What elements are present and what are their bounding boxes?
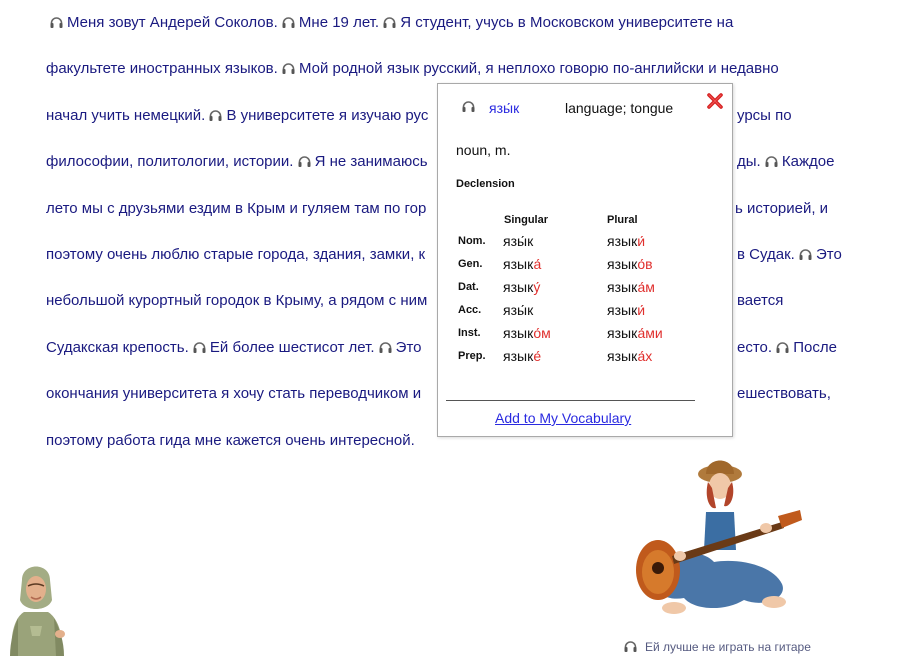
part-of-speech: noun, m. [456, 142, 511, 158]
form-ending: а́ [533, 256, 542, 272]
plural-form [607, 348, 652, 364]
form-stem: язык [607, 302, 638, 318]
caption-text[interactable]: Ей лучше не играть на гитаре [645, 640, 811, 654]
sentence[interactable]: ды. [737, 153, 761, 171]
sentence[interactable]: Это [395, 338, 422, 356]
sentence[interactable]: ешествовать, [737, 385, 831, 403]
dictionary-popup [437, 83, 733, 437]
hooded-student-image [4, 556, 68, 656]
case-label: Dat. [458, 281, 479, 293]
headphones-icon[interactable] [799, 249, 812, 260]
text-fragment [737, 232, 842, 278]
singular-form [503, 325, 551, 341]
form-ending: и́ [637, 302, 646, 318]
sentence[interactable]: Каждое [781, 153, 835, 171]
sentence[interactable]: лето мы с друзьями ездим в Крым и гуляем там по гор [46, 199, 427, 217]
popup-word[interactable]: язы́к [489, 100, 520, 116]
girl-with-guitar-image [632, 452, 804, 618]
headphones-icon[interactable] [776, 342, 789, 353]
form-stem: язык [503, 325, 534, 341]
form-stem: язык [503, 256, 534, 272]
text-fragment [737, 325, 837, 371]
plural-header: Plural [607, 214, 638, 226]
singular-form [503, 279, 540, 295]
singular-form [503, 348, 541, 364]
popup-divider [446, 400, 695, 401]
sentence[interactable]: Судакская крепость. [46, 338, 189, 356]
headphones-icon[interactable] [282, 17, 295, 28]
sentence[interactable]: Мне 19 лет. [298, 14, 380, 31]
form-stem: язы́к [503, 302, 534, 318]
add-to-vocabulary-link[interactable]: Add to My Vocabulary [495, 410, 632, 426]
sentence[interactable]: поэтому очень люблю старые города, здания, замки, к [46, 246, 426, 264]
close-icon[interactable] [706, 92, 724, 110]
sentence[interactable]: Мой родной язык русский, я неплохо говорю по-английски и недавно [298, 60, 779, 78]
plural-form [607, 325, 663, 341]
form-ending: и́ [637, 233, 646, 249]
sentence[interactable]: поэтому работа гида мне кажется очень интересной. [46, 431, 415, 449]
plural-form [607, 256, 653, 272]
declension-title: Declension [456, 178, 515, 190]
sentence[interactable]: Это [815, 246, 842, 263]
text-fragment [735, 186, 828, 232]
headphones-icon[interactable] [379, 342, 392, 353]
text-fragment [737, 371, 831, 417]
sentence[interactable]: Я не занимаюсь [314, 153, 428, 171]
text-fragment [737, 139, 834, 185]
plural-form [607, 302, 645, 318]
singular-form [503, 302, 533, 318]
plural-form [607, 233, 645, 249]
form-stem: язык [607, 233, 638, 249]
headphones-icon[interactable] [298, 156, 311, 167]
form-stem: язык [503, 279, 534, 295]
sentence[interactable]: Ей более шестисот лет. [209, 338, 375, 356]
sentence[interactable]: есто. [737, 338, 773, 356]
headphones-icon[interactable] [765, 156, 778, 167]
case-label: Gen. [458, 258, 483, 270]
sentence[interactable]: урсы по [737, 106, 792, 124]
form-ending: о́м [533, 325, 551, 341]
form-stem: язык [607, 348, 638, 364]
form-ending: а́ми [637, 325, 663, 341]
image-caption [624, 640, 811, 654]
case-label: Prep. [458, 350, 486, 362]
sentence[interactable]: факультете иностранных языков. [46, 60, 278, 78]
singular-form [503, 233, 533, 249]
plural-form [607, 279, 655, 295]
singular-form [503, 256, 541, 272]
sentence[interactable]: окончания университета я хочу стать переводчиком и [46, 385, 422, 403]
headphones-icon[interactable] [282, 63, 295, 74]
text-fragment [737, 93, 792, 139]
headphones-icon[interactable] [193, 342, 206, 353]
headphones-icon[interactable] [383, 17, 396, 28]
headphones-icon[interactable] [209, 110, 222, 121]
text-fragment [737, 278, 783, 324]
case-label: Inst. [458, 327, 481, 339]
text-line [46, 0, 846, 46]
form-stem: язык [607, 279, 638, 295]
sentence[interactable]: небольшой курортный городок в Крыму, а рядом с ним [46, 292, 428, 310]
headphones-icon[interactable] [462, 99, 475, 117]
sentence[interactable]: Меня зовут Андерей Соколов. [67, 14, 278, 31]
form-stem: язык [503, 348, 534, 364]
sentence[interactable]: В университете я изучаю рус [226, 106, 429, 124]
form-ending: а́х [637, 348, 653, 364]
form-stem: язык [607, 256, 638, 272]
singular-header: Singular [504, 214, 549, 226]
headphones-icon[interactable] [624, 641, 637, 652]
form-ending: о́в [637, 256, 653, 272]
case-label: Acc. [458, 304, 482, 316]
popup-translation: language; tongue [565, 100, 674, 116]
sentence[interactable]: ь историей, и [735, 199, 829, 217]
sentence[interactable]: начал учить немецкий. [46, 106, 206, 124]
form-ending: е́ [533, 348, 542, 364]
sentence[interactable]: философии, политологии, истории. [46, 153, 294, 171]
case-label: Nom. [458, 235, 486, 247]
form-stem: язык [607, 325, 638, 341]
sentence[interactable]: в Судак. [737, 246, 795, 263]
form-stem: язы́к [503, 233, 534, 249]
form-ending: у́ [533, 279, 541, 295]
headphones-icon[interactable] [50, 17, 63, 28]
sentence[interactable]: Я студент, учусь в Московском университете на [400, 14, 734, 31]
sentence[interactable]: После [793, 338, 837, 356]
form-ending: а́м [637, 279, 655, 295]
sentence[interactable]: вается [737, 292, 784, 310]
